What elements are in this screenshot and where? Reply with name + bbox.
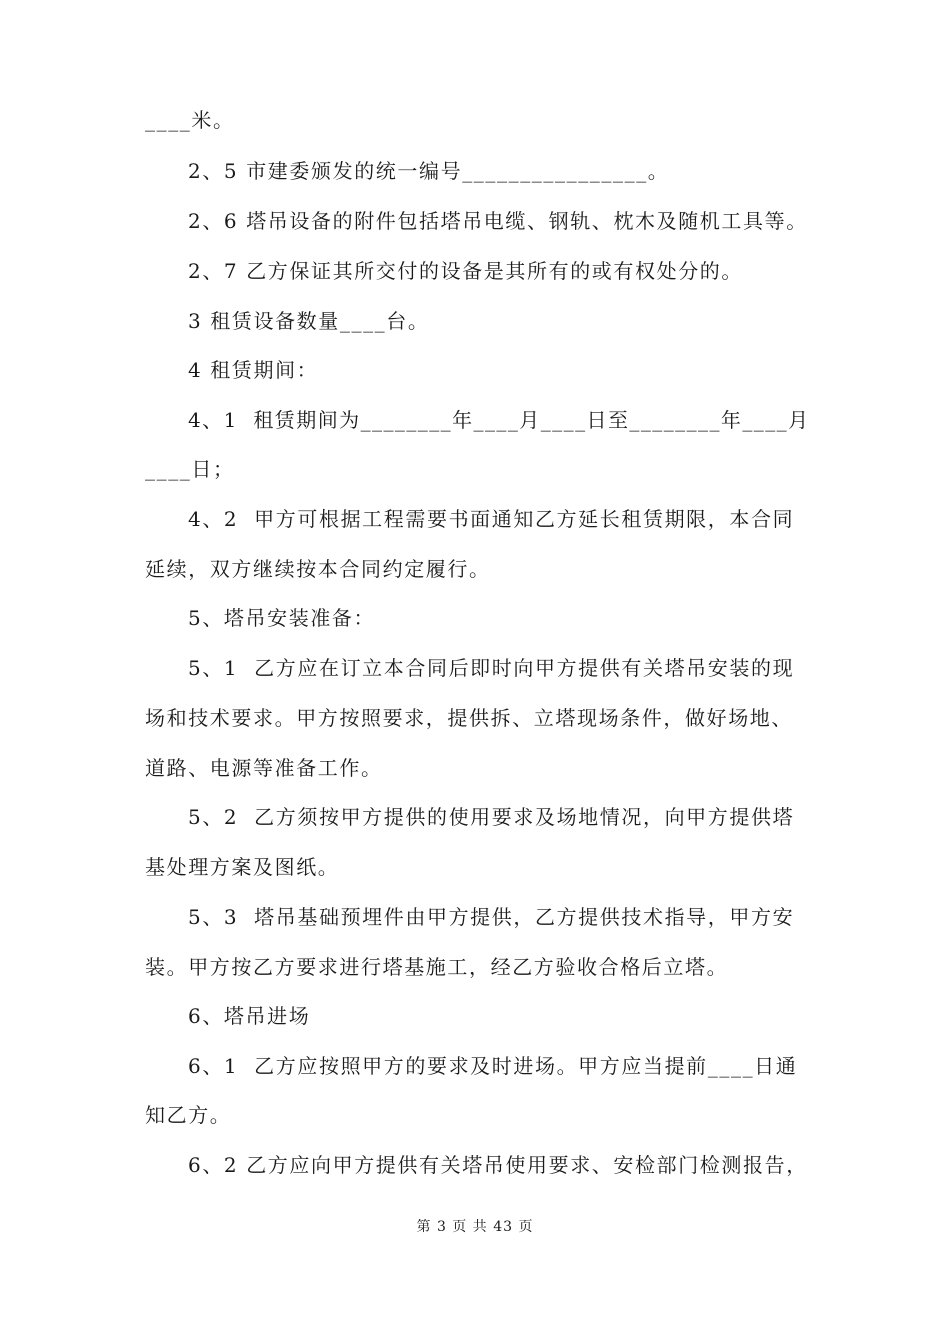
text-line: ____日；: [145, 457, 235, 481]
text-line: ____米。: [145, 108, 235, 132]
text-line: 装。甲方按乙方要求进行塔基施工，经乙方验收合格后立塔。: [145, 955, 729, 979]
text-line: 6、1 乙方应按照甲方的要求及时进场。甲方应当提前____日通: [188, 1054, 798, 1078]
text-line: 3 租赁设备数量____台。: [188, 309, 430, 333]
text-line: 5、1 乙方应在订立本合同后即时向甲方提供有关塔吊安装的现: [188, 656, 795, 680]
text-line: 4、2 甲方可根据工程需要书面通知乙方延长租赁期限，本合同: [188, 507, 795, 531]
text-line: 基处理方案及图纸。: [145, 855, 340, 879]
text-line: 5、塔吊安装准备：: [188, 606, 376, 630]
text-line: 知乙方。: [145, 1103, 232, 1127]
text-line: 延续，双方继续按本合同约定履行。: [145, 557, 491, 581]
text-line: 6、2 乙方应向甲方提供有关塔吊使用要求、安检部门检测报告，: [188, 1153, 808, 1177]
text-line: 场和技术要求。甲方按照要求，提供拆、立塔现场条件，做好场地、: [145, 706, 793, 730]
text-line: 道路、电源等准备工作。: [145, 756, 383, 780]
text-line: 2、6 塔吊设备的附件包括塔吊电缆、钢轨、枕木及随机工具等。: [188, 209, 808, 233]
text-line: 4 租赁期间：: [188, 358, 319, 382]
text-line: 5、2 乙方须按甲方提供的使用要求及场地情况，向甲方提供塔: [188, 805, 795, 829]
page-number-footer: 第 3 页 共 43 页: [416, 1219, 534, 1235]
text-line: 2、7 乙方保证其所交付的设备是其所有的或有权处分的。: [188, 259, 744, 283]
text-line: 4、1 租赁期间为________年____月____日至________年____月: [188, 408, 810, 432]
text-line: 6、塔吊进场: [188, 1004, 311, 1028]
text-line: 2、5 市建委颁发的统一编号________________。: [188, 159, 670, 183]
text-line: 5、3 塔吊基础预埋件由甲方提供，乙方提供技术指导，甲方安: [188, 905, 795, 929]
